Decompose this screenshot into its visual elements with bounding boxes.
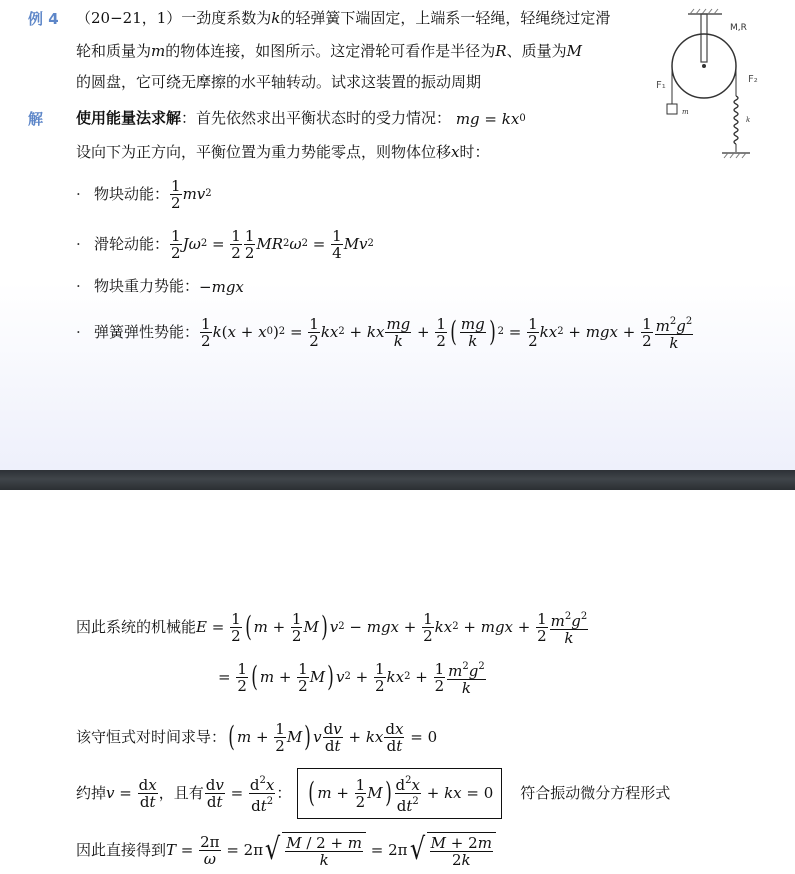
solution-line-1: 使用能量法求解：首先依然求出平衡状态时的受力情况： mg = kx 0 bbox=[76, 109, 526, 128]
pulley-figure bbox=[650, 6, 790, 166]
item-gravity-potential: · 物块重力势能：− mgx bbox=[76, 277, 244, 296]
label-MR: M,R bbox=[730, 23, 747, 33]
label-k: k bbox=[746, 116, 751, 124]
example-label: 例 4 bbox=[28, 10, 59, 28]
solution-line-2: 设向下为正方向，平衡位置为重力势能零点，则物体位移x时： bbox=[76, 143, 490, 161]
item-kinetic-pulley: · 滑轮动能： $\frac{1}{2}$ Jω 2 = $\frac{1}{2}$ $\frac{1}{2}$ MR 2 ω 2 = $\frac{1}{4}$ Mv 2 bbox=[76, 226, 374, 262]
item-spring-potential: · 弹簧弹性势能： $\frac{1}{2}$ k ( x + x 0 ) 2 = $\frac{1}{2}$ kx 2 + kx $\frac{mg}{k}$ + $\frac{1}{2}$ ( $\frac{mg}{k}$ ) 2 = $\frac{1}{2}$ kx 2 + mgx + $\frac{1}{2}$ $\frac{m^2g^2}{k}$ bbox=[76, 314, 693, 352]
page-divider bbox=[0, 470, 795, 490]
mechanical-energy-line-1: 因此系统的机械能 E = $\frac{1}{2}$ ( m + $\frac{1}{2}$ M ) v 2 − mgx + $\frac{1}{2}$ kx 2 + mgx + $\frac{1}{2}$ $\frac{m^2g^2}{k}$ bbox=[76, 609, 588, 647]
derivative-line: 该守恒式对时间求导： ( m + $\frac{1}{2}$ M ) v $\frac{dv}{dt}$ + kx $\frac{dx}{dt}$ = 0 bbox=[76, 719, 438, 755]
differential-equation-box: ( m + $\frac{1}{2}$ M ) $\frac{d^2x}{dt^2}$ + kx = 0 bbox=[297, 768, 502, 819]
cancel-line: 约掉 v = $\frac{dx}{dt}$ ，且有 $\frac{dv}{dt}$ = $\frac{d^2x}{dt^2}$ ： ( m + $\frac{1}{2}$ M ) $\frac{d^2x}{dt^2}$ + kx = 0 符合振动微分方程形式 bbox=[76, 766, 670, 820]
solution-label: 解 bbox=[28, 110, 44, 128]
label-F2: F₂ bbox=[748, 74, 758, 85]
problem-line-1: （20−21，1）一劲度系数为k的轻弹簧下端固定，上端系一轻绳，轻绳绕过定滑 bbox=[76, 9, 611, 27]
item-kinetic-block: · 物块动能： $\frac{1}{2}$ mv 2 bbox=[76, 176, 212, 212]
problem-line-2: 轮和质量为m的物体连接，如图所示。这定滑轮可看作是半径为R、质量为M bbox=[76, 42, 582, 60]
label-F1: F₁ bbox=[656, 80, 666, 91]
problem-line-3: 的圆盘，它可绕无摩擦的水平轴转动。试求这装置的振动周期 bbox=[76, 73, 482, 91]
mechanical-energy-line-2: = $\frac{1}{2}$ ( m + $\frac{1}{2}$ M ) v 2 + $\frac{1}{2}$ kx 2 + $\frac{1}{2}$ $\frac{m^2g^2}{k}$ bbox=[218, 659, 485, 697]
label-m: m bbox=[682, 108, 689, 116]
period-line: 因此直接得到 T = $\frac{2\pi}{\omega}$ = 2π √ $\frac{M / 2 + m}{k}$ = 2π √ $\frac{M + 2m}{2k}$ bbox=[76, 826, 496, 874]
